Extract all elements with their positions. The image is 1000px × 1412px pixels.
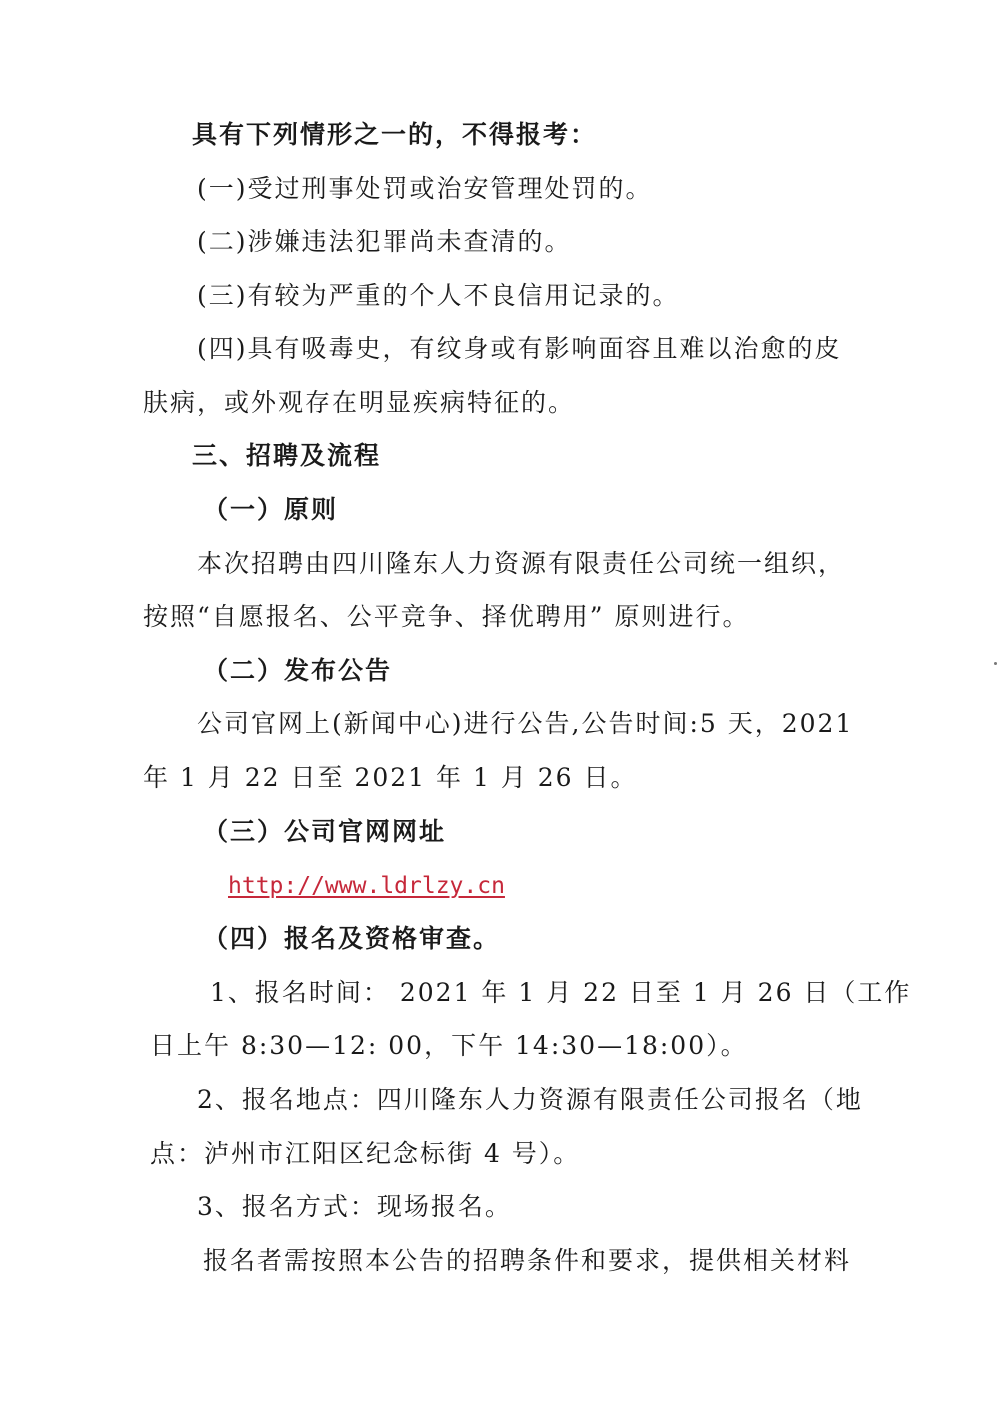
condition-2: (二)涉嫌违法犯罪尚未查清的。 bbox=[197, 227, 572, 256]
materials-paragraph-line-1: 报名者需按照本公告的招聘条件和要求，提供相关材料 bbox=[203, 1246, 852, 1275]
principle-paragraph-line-1: 本次招聘由四川隆东人力资源有限责任公司统一组织， bbox=[197, 549, 846, 578]
subsection-principle-heading: （一）原则 bbox=[203, 495, 339, 524]
registration-place-line-1: 2、报名地点：四川隆东人力资源有限责任公司报名（地 bbox=[197, 1085, 863, 1114]
condition-1: (一)受过刑事处罚或治安管理处罚的。 bbox=[197, 174, 653, 203]
registration-method: 3、报名方式：现场报名。 bbox=[197, 1192, 512, 1221]
registration-time-line-1: 1、报名时间： 2021 年 1 月 22 日至 1 月 26 日（工作 bbox=[210, 978, 912, 1007]
subsection-registration-heading: （四）报名及资格审查。 bbox=[203, 924, 501, 953]
condition-4-line-2: 肤病，或外观存在明显疾病特征的。 bbox=[143, 388, 576, 417]
disqualification-heading: 具有下列情形之一的，不得报考： bbox=[192, 120, 598, 149]
subsection-announcement-heading: （二）发布公告 bbox=[203, 656, 393, 685]
subsection-website-heading: （三）公司官网网址 bbox=[203, 817, 447, 846]
section-3-heading: 三、招聘及流程 bbox=[192, 441, 382, 470]
registration-place-line-2: 点：泸州市江阳区纪念标街 4 号）。 bbox=[150, 1139, 581, 1168]
condition-3: (三)有较为严重的个人不良信用记录的。 bbox=[197, 281, 680, 310]
registration-time-line-2: 日上午 8:30—12: 00，下午 14:30—18:00）。 bbox=[150, 1031, 748, 1060]
principle-paragraph-line-2: 按照“自愿报名、公平竞争、择优聘用” 原则进行。 bbox=[143, 602, 750, 631]
condition-4-line-1: (四)具有吸毒史，有纹身或有影响面容且难以治愈的皮 bbox=[197, 334, 842, 363]
scan-speck bbox=[994, 662, 997, 665]
announcement-paragraph-line-1: 公司官网上(新闻中心)进行公告,公告时间:5 天，2021 bbox=[197, 709, 854, 738]
website-link[interactable]: http://www.ldrlzy.cn bbox=[228, 873, 505, 899]
announcement-paragraph-line-2: 年 1 月 22 日至 2021 年 1 月 26 日。 bbox=[143, 763, 638, 792]
